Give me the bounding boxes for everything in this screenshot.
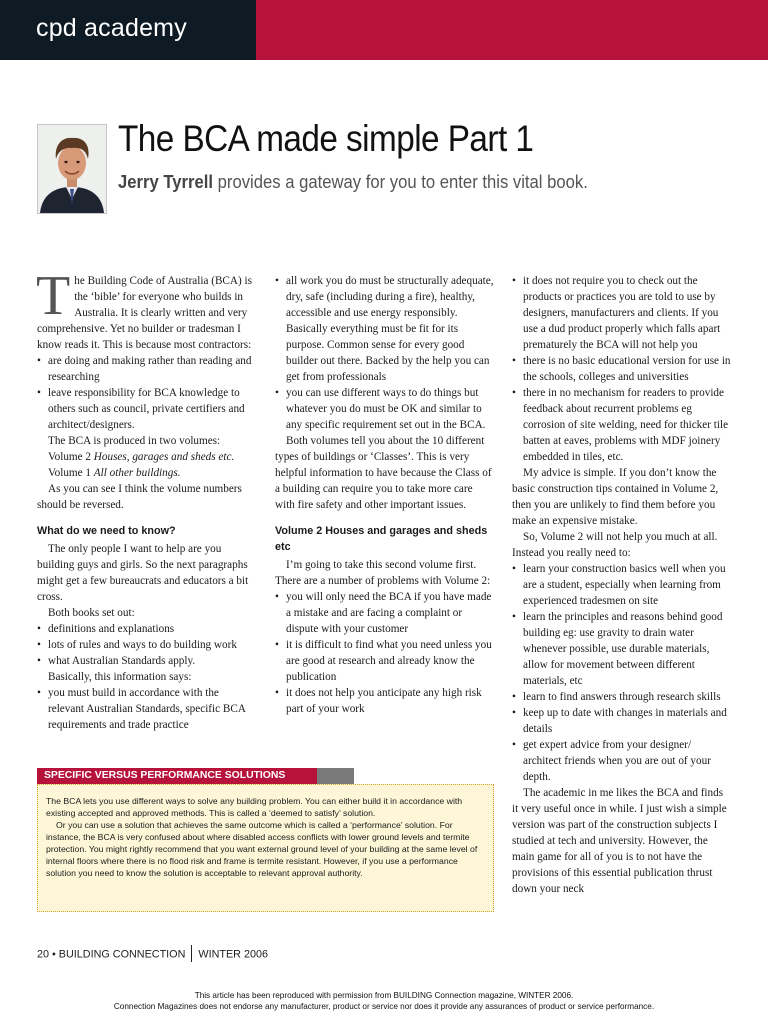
list-item: • are doing and making rather than reading and researching <box>37 353 255 385</box>
page-number: 20 <box>37 948 50 961</box>
author-photo <box>37 124 107 214</box>
list-item: • it does not require you to check out the products or practices you are told to use by designers, manufacturers and clients. If you use a dud product properly which falls apart prematurely the BCA will not help you <box>512 273 732 353</box>
list-item: • there is no basic educational version for use in the schools, colleges and universities <box>512 353 732 385</box>
page-footer <box>37 946 268 963</box>
paragraph: The academic in me likes the BCA and finds it very useful once in while. I just wish a simple version was part of the construction subjects I studied at tech and university. However, the main game for all of you is to not have the provisions of this essential publication thrust down your neck <box>512 787 727 895</box>
paragraph: Basically, this information says: <box>48 671 192 683</box>
header-bar-accent <box>256 0 768 60</box>
volume-2-line: Volume 2 Houses, garages and sheds etc. <box>48 451 235 463</box>
sidebar-paragraph: The BCA lets you use different ways to solve any building problem. You can either build it in accordance with existing accepted and approved methods. This is called a ‘deemed to satisfy’ solution. <box>46 796 463 818</box>
footer-bullet: • <box>52 948 56 961</box>
paragraph: So, Volume 2 will not help you much at all. Instead you really need to: <box>512 531 718 559</box>
paragraph: As you can see I think the volume numbers should be reversed. <box>37 483 242 511</box>
list-item: • you will only need the BCA if you have made a mistake and are facing a complaint or dispute with your customer <box>275 589 494 637</box>
list-item: • it does not help you anticipate any high risk part of your work <box>275 685 494 717</box>
paragraph: I’m going to take this second volume first. There are a number of problems with Volume 2: <box>275 559 491 587</box>
sidebar-heading: SPECIFIC VERSUS PERFORMANCE SOLUTIONS <box>37 768 317 784</box>
list-item: • there in no mechanism for readers to provide feedback about recurrent problems eg corrosion of site welding, need for thicker tile batten at eaves, problems with MDF joinery embedded in tiles, etc. <box>512 385 732 465</box>
article-title: The BCA made simple Part 1 <box>118 118 534 159</box>
paragraph: The only people I want to help are you building guys and girls. So the next paragraphs might get a few bureaucrats and educators a bit cross. <box>37 543 249 603</box>
section-heading: What do we need to know? <box>37 525 176 537</box>
list-item: • learn your construction basics well when you are a student, especially when learning from experienced tradesmen on site <box>512 561 732 609</box>
column-1 <box>36 265 255 733</box>
list-item: • it is difficult to find what you need unless you are good at research and already know the publication <box>275 637 494 685</box>
list-item: • get expert advice from your designer/ architect friends when you are out of your depth. <box>512 737 732 785</box>
list-item: • leave responsibility for BCA knowledge to others such as council, private certifiers and architect/designers. <box>37 385 255 433</box>
drop-cap: T <box>36 265 71 327</box>
disclaimer-line-2: Connection Magazines does not endorse any manufacturer, product or service nor does it provide any assurances of product or service performance. <box>113 1002 655 1011</box>
footer-divider <box>191 945 192 962</box>
issue-label: WINTER 2006 <box>198 948 268 961</box>
paragraph: The BCA is produced in two volumes: <box>48 435 221 447</box>
paragraph: Both books set out: <box>48 607 135 619</box>
column-2 <box>275 273 494 717</box>
author-name: Jerry Tyrrell <box>118 171 214 192</box>
list-item: • keep up to date with changes in materials and details <box>512 705 732 737</box>
sidebar-paragraph: Or you can use a solution that achieves the same outcome which is called a ‘performance’ solution. For instance, the BCA is very confused about where disabled access conflicts with lower ground levels and termite protection. You might rightly recommend that you want external ground level of your building at the same level of internal floors where there is no flood risk and frame is termite resistant. However, if you use a performance solution you need to know the solution is acceptable to relevant approval authority. <box>46 820 478 878</box>
article-subtitle <box>118 171 588 193</box>
list-item: • definitions and explanations <box>37 621 255 637</box>
column-3 <box>512 273 732 897</box>
volume-1-line: Volume 1 All other buildings. <box>48 467 181 479</box>
section-title: cpd academy <box>36 14 187 42</box>
intro-paragraph: The Building Code of Australia (BCA) is the ‘bible’ for everyone who builds in Australia. It is clearly written and very comprehensive. Yet no builder or tradesman I know reads it. This is because most contractors: <box>36 265 252 351</box>
subtitle-text: provides a gateway for you to enter this vital book. <box>213 171 588 192</box>
list-item: • you can use different ways to do things but whatever you do must be OK and similar to any specific requirement set out in the BCA. <box>275 385 494 433</box>
list-item: • learn to find answers through research skills <box>512 689 732 705</box>
list-item: • what Australian Standards apply. <box>37 653 255 669</box>
sidebar-heading-tab <box>317 768 354 784</box>
section-heading: Volume 2 Houses and garages and sheds etc <box>275 525 488 553</box>
list-item: • learn the principles and reasons behind good building eg: use gravity to drain water whenever possible, use durable materials, allow for movement between different materials, etc <box>512 609 732 689</box>
list-item: • all work you do must be structurally adequate, dry, safe (including during a fire), healthy, accessible and use energy responsibly. Basically everything must be fit for its purpose. Common sense for every good builder out there. Backed by the help you can get from professionals <box>275 273 494 385</box>
magazine-name: BUILDING CONNECTION <box>58 948 186 961</box>
list-item: • lots of rules and ways to do building work <box>37 637 255 653</box>
paragraph: My advice is simple. If you don’t know the basic construction tips contained in Volume 2, then you are unlikely to find them before you make an expensive mistake. <box>512 467 719 527</box>
sidebar-box <box>37 784 494 912</box>
paragraph: Both volumes tell you about the 10 different types of buildings or ‘Classes’. This is very helpful information to have because the Class of a building can require you to take more care with fire safety and other important issues. <box>275 435 492 511</box>
list-item: • you must build in accordance with the relevant Australian Standards, specific BCA requirements and trade practice <box>37 685 255 733</box>
disclaimer-line-1: This article has been reproduced with permission from BUILDING Connection magazine, WINTER 2006. <box>194 991 574 1000</box>
